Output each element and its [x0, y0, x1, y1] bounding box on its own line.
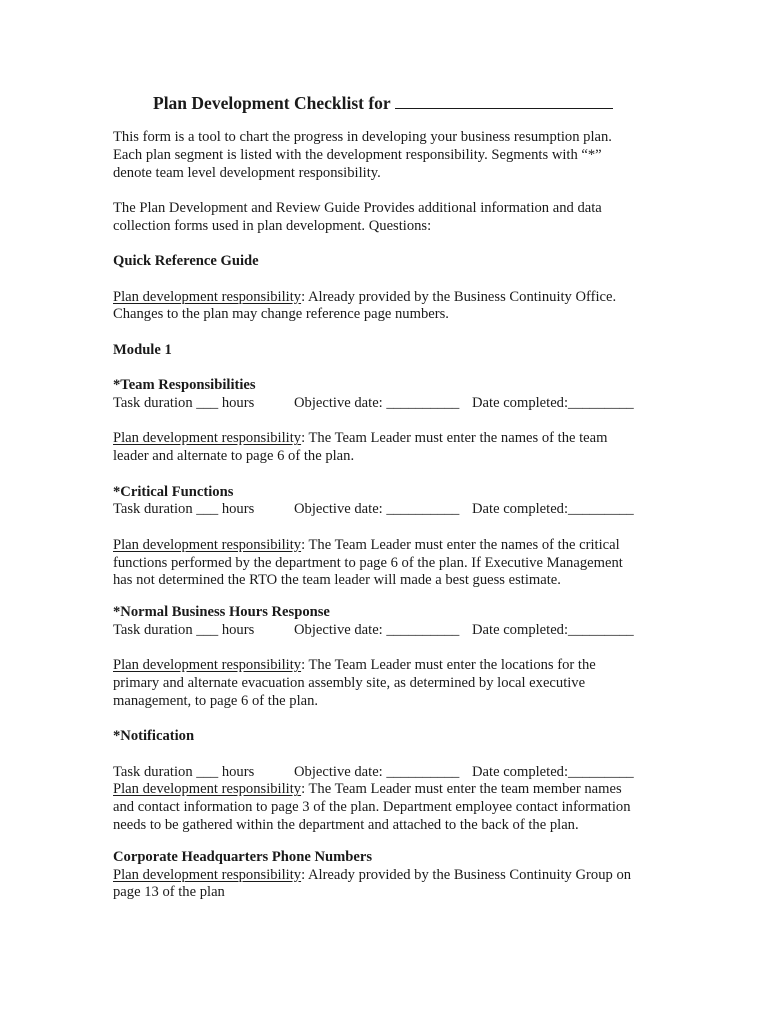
document-page — [113, 92, 673, 902]
responsibility-critical-functions — [113, 537, 673, 590]
responsibility-text: functions performed by the department to page 6 of the plan. If Executive Management — [113, 554, 623, 571]
intro-line: denote team level development responsibility. — [113, 164, 381, 181]
date-completed-field[interactable]: Date completed:_________ — [472, 394, 634, 411]
guide-line: collection forms used in plan development. Questions: — [113, 217, 432, 234]
guide-line: The Plan Development and Review Guide Provides additional information and data — [113, 199, 602, 216]
section-heading-corporate-headquarters: Corporate Headquarters Phone Numbers — [113, 848, 373, 865]
responsibility-label: Plan development responsibility — [113, 781, 302, 798]
responsibility-text: has not determined the RTO the team leader will made a best guess estimate. — [113, 572, 561, 589]
task-duration-field[interactable]: Task duration ___ hours — [113, 621, 255, 638]
guide-paragraph — [113, 200, 673, 236]
responsibility-text: : Already provided by the Business Continuity Group on — [301, 866, 632, 883]
responsibility-normal-business-hours — [113, 657, 673, 710]
responsibility-label: Plan development responsibility — [113, 657, 302, 674]
task-duration-field[interactable]: Task duration ___ hours — [113, 394, 255, 411]
responsibility-team-responsibilities — [113, 430, 673, 466]
responsibility-text: : The Team Leader must enter the locations for the — [301, 657, 596, 674]
responsibility-text: : The Team Leader must enter the team member names — [301, 781, 622, 798]
responsibility-quick-reference — [113, 289, 673, 325]
task-duration-field[interactable]: Task duration ___ hours — [113, 501, 255, 518]
responsibility-text: : Already provided by the Business Continuity Office. — [301, 288, 617, 305]
responsibility-text: management, to page 6 of the plan. — [113, 692, 319, 709]
intro-line: This form is a tool to chart the progress in developing your business resumption plan. — [113, 129, 612, 145]
responsibility-text: needs to be gathered within the department and attached to the back of the plan. — [113, 817, 579, 834]
task-duration-field[interactable]: Task duration ___ hours — [113, 763, 255, 780]
responsibility-corporate-headquarters — [113, 867, 673, 903]
responsibility-text: primary and alternate evacuation assembly site, as determined by local executive — [113, 675, 586, 692]
task-row — [113, 395, 673, 413]
responsibility-text: : The Team Leader must enter the names of the critical — [301, 536, 620, 553]
responsibility-text: page 13 of the plan — [113, 884, 225, 901]
section-heading-quick-reference: Quick Reference Guide — [113, 253, 259, 270]
responsibility-label: Plan development responsibility — [113, 866, 302, 883]
title-text: Plan Development Checklist for — [153, 93, 391, 113]
date-completed-field[interactable]: Date completed:_________ — [472, 763, 634, 780]
responsibility-label: Plan development responsibility — [113, 430, 302, 447]
responsibility-label: Plan development responsibility — [113, 288, 302, 305]
date-completed-field[interactable]: Date completed:_________ — [472, 621, 634, 638]
objective-date-field[interactable]: Objective date: __________ — [294, 394, 460, 411]
responsibility-text: leader and alternate to page 6 of the plan. — [113, 448, 355, 465]
responsibility-label: Plan development responsibility — [113, 536, 302, 553]
section-heading-notification: *Notification — [113, 728, 195, 745]
date-completed-field[interactable]: Date completed:_________ — [472, 501, 634, 518]
section-heading-module-1: Module 1 — [113, 341, 172, 358]
responsibility-notification — [113, 781, 673, 834]
objective-date-field[interactable]: Objective date: __________ — [294, 621, 460, 638]
responsibility-text: Changes to the plan may change reference page numbers. — [113, 306, 449, 323]
responsibility-text: : The Team Leader must enter the names of the team — [301, 430, 608, 447]
task-row — [113, 501, 673, 519]
section-heading-normal-business-hours: *Normal Business Hours Response — [113, 604, 330, 621]
page-title — [153, 92, 673, 114]
objective-date-field[interactable]: Objective date: __________ — [294, 501, 460, 518]
section-heading-team-responsibilities: *Team Responsibilities — [113, 377, 256, 394]
intro-paragraph — [113, 129, 673, 182]
objective-date-field[interactable]: Objective date: __________ — [294, 763, 460, 780]
intro-line: Each plan segment is listed with the development responsibility. Segments with “*” — [113, 146, 602, 163]
responsibility-text: and contact information to page 3 of the plan. Department employee contact information — [113, 799, 631, 816]
section-heading-critical-functions: *Critical Functions — [113, 483, 234, 500]
title-blank-line — [395, 93, 613, 109]
task-row — [113, 622, 673, 640]
task-row — [113, 764, 673, 782]
